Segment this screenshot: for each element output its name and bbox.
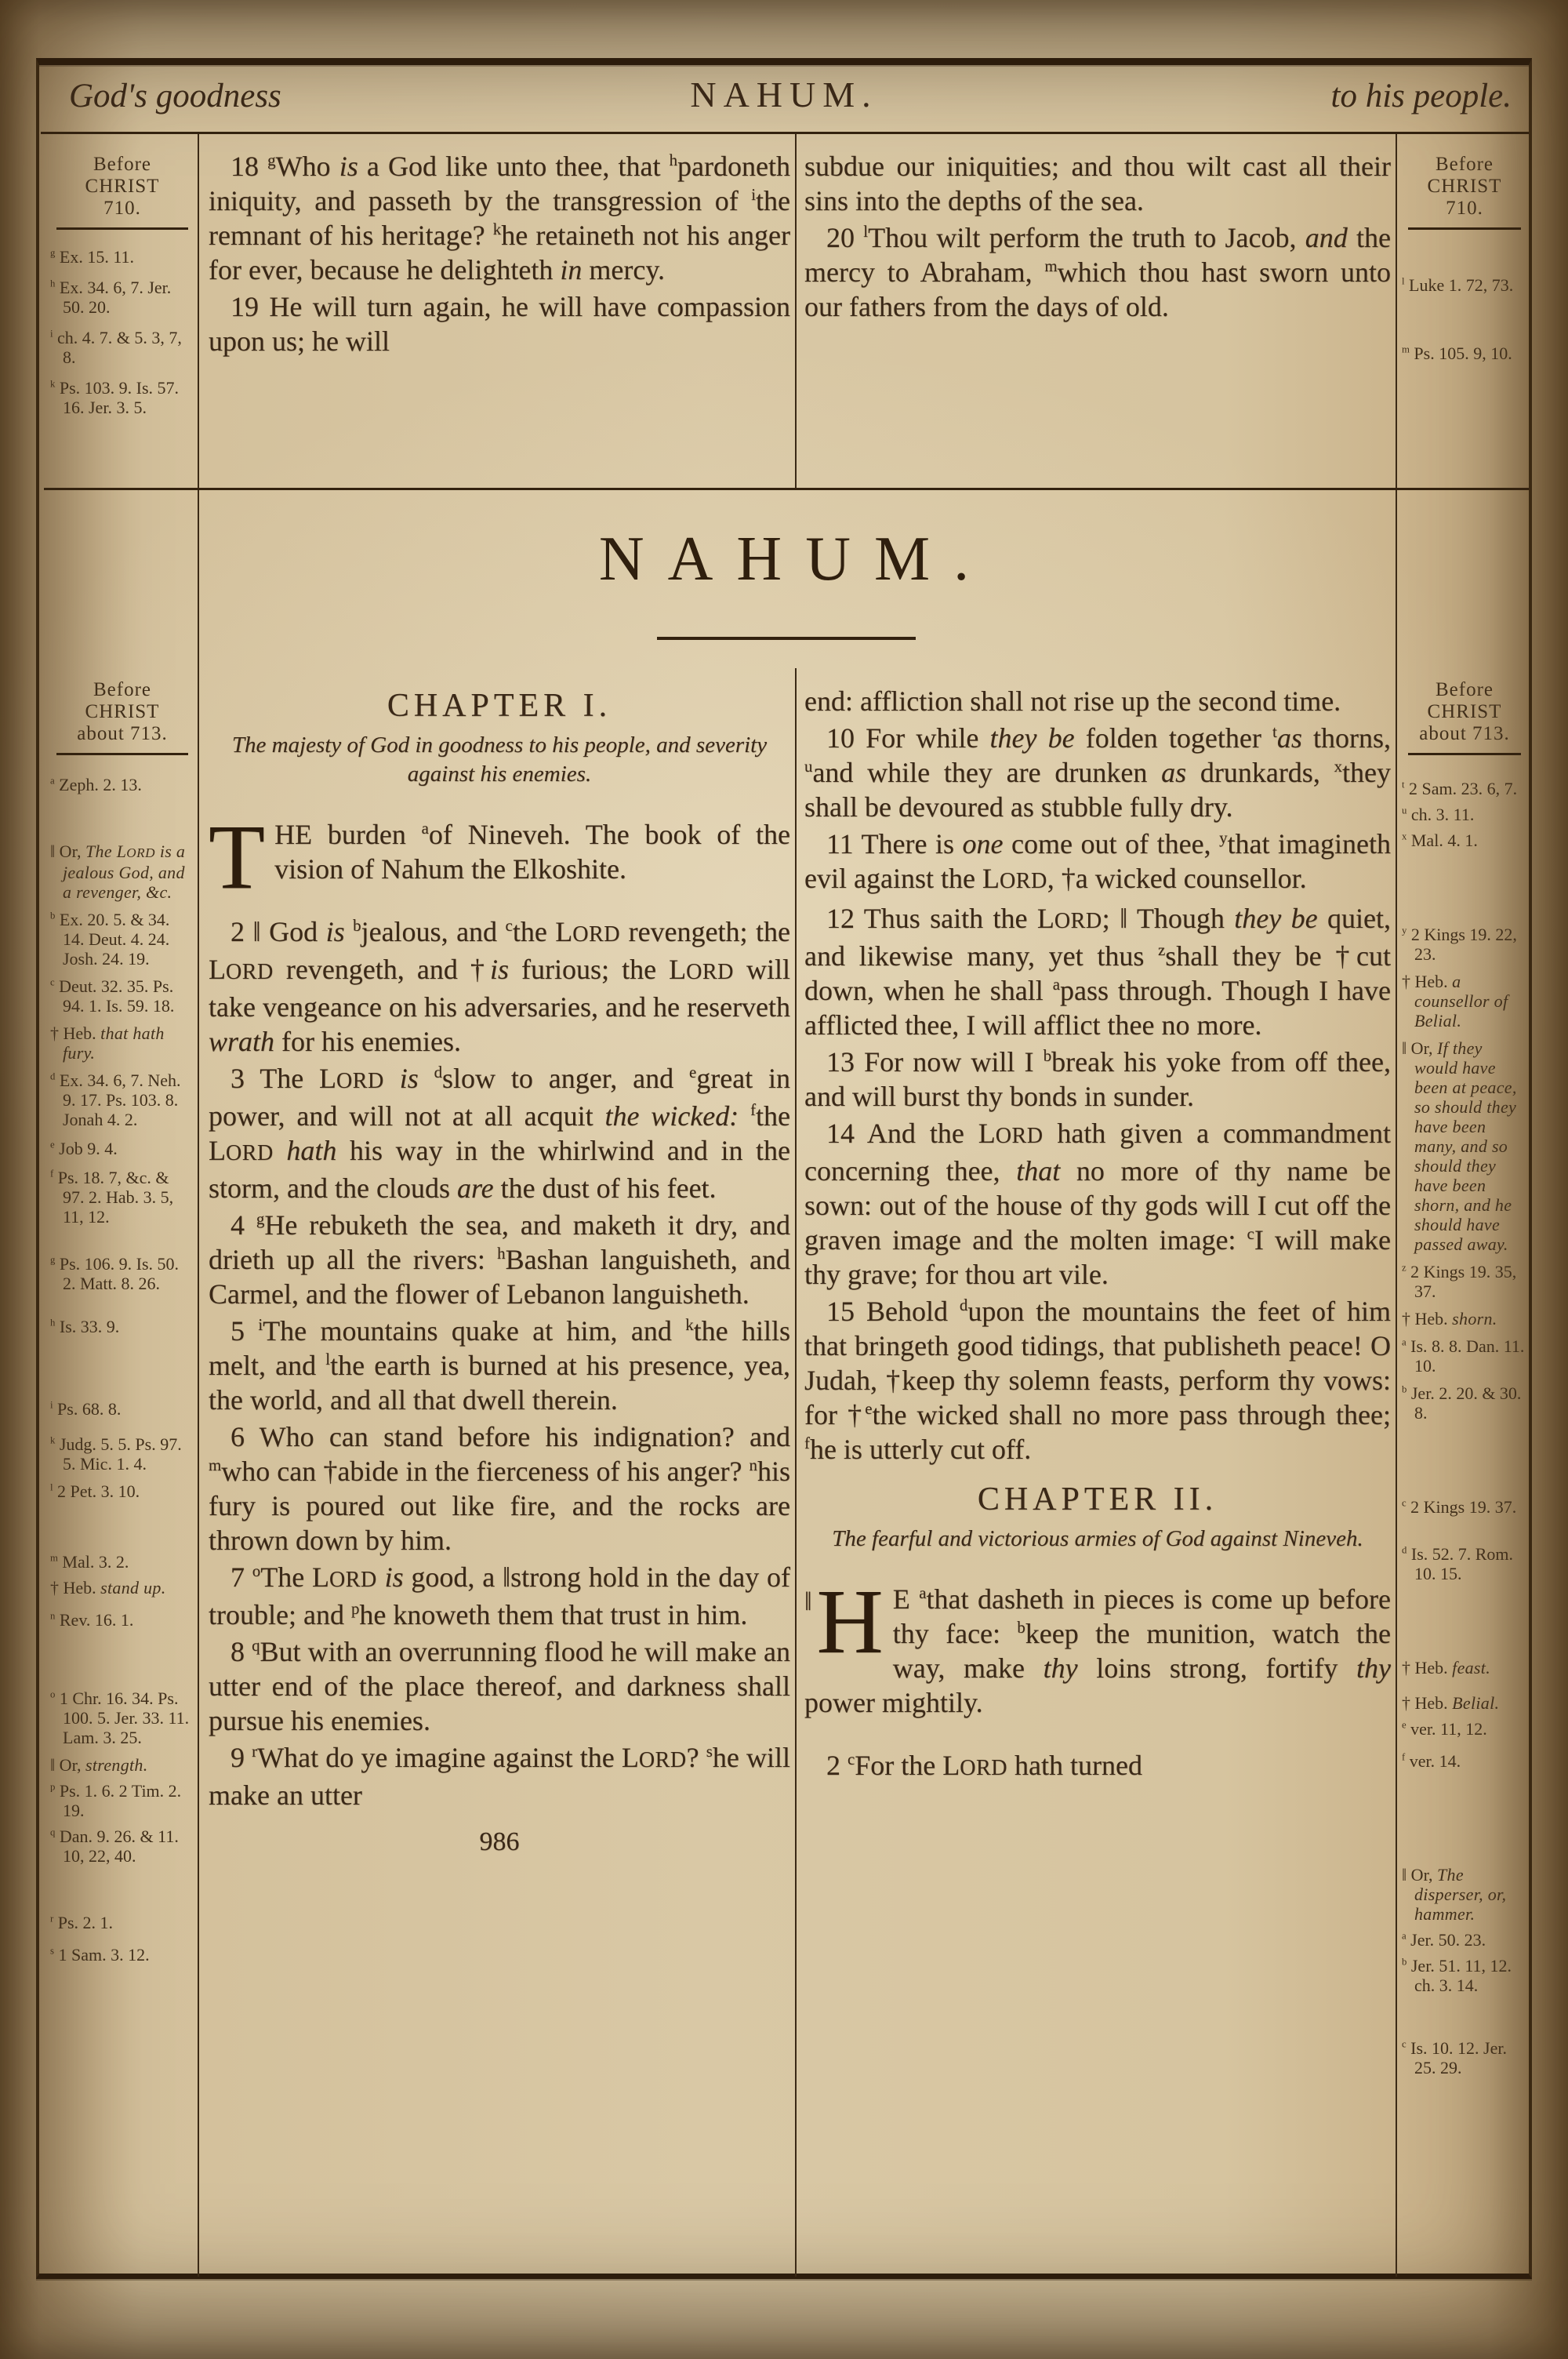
verse-paragraph: 14 And the LORD hath given a commandment concerning thee, that no more of thy name be sown: out of the house of thy gods will I cut off the graven image and the molten image: $^c$I will make thy grave; for thou art vile.	[804, 1118, 1392, 1290]
margin-reference: $^n$ Rev. 16. 1.	[50, 1610, 134, 1630]
drop-cap: T	[209, 805, 266, 908]
before-christ-heading: Before CHRIST about 713.	[1419, 679, 1510, 744]
before-christ-heading: Before CHRIST about 713.	[77, 679, 168, 744]
vertical-rule	[1396, 134, 1397, 2277]
micah-right-margin	[1402, 154, 1527, 363]
verse-paragraph	[804, 1570, 1391, 1720]
margin-reference: $^t$ 2 Sam. 23. 6, 7.	[1402, 779, 1518, 798]
margin-reference: † Heb. stand up.	[50, 1578, 166, 1598]
verse-paragraph: end: affliction shall not rise up the second time.	[804, 685, 1341, 717]
margin-reference: $^q$ Dan. 9. 26. & 11. 10, 22, 40.	[50, 1826, 179, 1866]
section-rule	[44, 488, 1529, 490]
margin-reference: $^h$ Ex. 34. 6, 7. Jer. 50. 20.	[50, 278, 172, 317]
verse-paragraph: 7 $^o$The LORD is good, a ‖strong hold in the day of trouble; and $^p$he knoweth them that trust in him.	[209, 1561, 790, 1630]
verse-paragraph	[209, 805, 790, 908]
margin-rule	[56, 753, 188, 755]
head-rule	[41, 132, 1529, 134]
verse-paragraph: 12 Thus saith the LORD; ‖ Though they be quiet, and likewise many, yet thus $^z$shall they be †cut down, when he shall $^a$pass through. Though I have afflicted thee, I will afflict thee no more.	[804, 903, 1391, 1041]
margin-reference: $^b$ Ex. 20. 5. & 34. 14. Deut. 4. 24. Josh. 24. 19.	[50, 910, 170, 969]
margin-reference: ‖ Or, The disperser, or, hammer.	[1402, 1865, 1507, 1924]
verse-paragraph: 9 $^r$What do ye imagine against the LORD? $^s$he will make an utter	[209, 1742, 791, 1811]
margin-reference: † Heb. that hath fury.	[50, 1023, 165, 1063]
margin-reference: $^c$ Is. 10. 12. Jer. 25. 29.	[1402, 2038, 1507, 2077]
verse-paragraph: 19 He will turn again, he will have compassion upon us; he will	[209, 291, 790, 357]
micah-left-margin	[50, 154, 194, 417]
margin-reference: $^e$ Job 9. 4.	[50, 1139, 118, 1158]
margin-reference: $^l$ Luke 1. 72, 73.	[1402, 275, 1514, 295]
chapter1-right-margin	[1402, 679, 1527, 2077]
chapter1-left-margin	[50, 679, 194, 1965]
margin-reference: $^y$ 2 Kings 19. 22, 23.	[1402, 925, 1517, 964]
margin-reference: $^l$ 2 Pet. 3. 10.	[50, 1481, 140, 1501]
margin-reference: $^p$ Ps. 1. 6. 2 Tim. 2. 19.	[50, 1781, 182, 1820]
title-rule	[657, 637, 916, 640]
micah-left-column	[209, 149, 790, 361]
running-head-title: NAHUM.	[690, 75, 878, 114]
margin-reference: $^a$ Jer. 50. 23.	[1402, 1930, 1486, 1950]
margin-reference: $^c$ Deut. 32. 35. Ps. 94. 1. Is. 59. 18.	[50, 976, 175, 1016]
chapter-heading: CHAPTER II.	[977, 1481, 1218, 1518]
margin-reference: $^h$ Is. 33. 9.	[50, 1317, 120, 1336]
running-head	[47, 74, 1521, 124]
margin-reference: $^r$ Ps. 2. 1.	[50, 1913, 114, 1932]
margin-reference: $^a$ Is. 8. 8. Dan. 11. 10.	[1402, 1336, 1525, 1376]
margin-reference: $^z$ 2 Kings 19. 35, 37.	[1402, 1262, 1517, 1301]
running-head-left: God's goodness	[69, 78, 281, 114]
margin-reference: ‖ Or, strength.	[50, 1755, 148, 1775]
vertical-rule	[795, 668, 797, 2277]
verse-paragraph: 20 $^l$Thou wilt perform the truth to Jacob, and the mercy to Abraham, $^m$which thou hast sworn unto our fathers from the days of old.	[804, 222, 1392, 322]
margin-reference: † Heb. a counsellor of Belial.	[1402, 972, 1508, 1030]
verse-text: E $^a$that dasheth in pieces is come up before thy face: $^b$keep the munition, watch the way, make thy loins strong, fortify thy power mightily.	[804, 1583, 1391, 1718]
margin-reference: † Heb. feast.	[1402, 1658, 1491, 1677]
before-christ-heading: Before CHRIST 710.	[85, 154, 160, 219]
margin-rule	[1408, 753, 1521, 755]
running-head-right: to his people.	[1330, 78, 1512, 114]
verse-paragraph: 3 The LORD is $^d$slow to anger, and $^e$great in power, and will not at all acquit the wicked: $^f$the LORD hath his way in the whirlwind and in the storm, and the clouds are the dust of his feet.	[209, 1063, 791, 1204]
margin-reference: † Heb. Belial.	[1402, 1693, 1500, 1713]
margin-reference: $^f$ Ps. 18. 7, &c. & 97. 2. Hab. 3. 5, 11, 12.	[50, 1168, 174, 1227]
margin-reference: $^f$ ver. 14.	[1402, 1751, 1461, 1771]
before-christ-heading: Before CHRIST 710.	[1427, 154, 1502, 219]
margin-rule	[56, 227, 188, 230]
verse-paragraph: 8 $^q$But with an overrunning flood he will make an utter end of the place thereof, and darkness shall pursue his enemies.	[209, 1636, 790, 1736]
verse-paragraph: 15 Behold $^d$upon the mountains the feet of him that bringeth good tidings, that publisheth peace! O Judah, †keep thy solemn feasts, perform thy vows: for †$^e$the wicked shall no more pass through thee; $^f$he is utterly cut off.	[804, 1296, 1391, 1465]
verse-paragraph: 5 $^i$The mountains quake at him, and $^k$the hills melt, and $^l$the earth is burned at his presence, yea, the world, and all that dwell therein.	[209, 1315, 790, 1416]
margin-reference: † Heb. shorn.	[1402, 1309, 1497, 1329]
margin-reference: $^m$ Ps. 105. 9, 10.	[1402, 343, 1512, 363]
or-mark: ‖	[804, 1587, 812, 1616]
verse-paragraph: 11 There is one come out of thee, $^y$that imagineth evil against the LORD, †a wicked counsellor.	[804, 828, 1391, 894]
margin-reference: $^b$ Jer. 51. 11, 12. ch. 3. 14.	[1402, 1956, 1512, 1995]
margin-reference: $^g$ Ps. 106. 9. Is. 50. 2. Matt. 8. 26.	[50, 1254, 180, 1293]
vertical-rule	[795, 134, 797, 488]
verse-paragraph: 2 ‖ God is $^b$jealous, and $^c$the LORD revengeth; the LORD revengeth, and †is furious; the LORD will take vengeance on his adversaries, and he reserveth wrath for his enemies.	[209, 916, 791, 1057]
margin-reference: $^b$ Jer. 2. 20. & 30. 8.	[1402, 1383, 1522, 1423]
margin-reference: $^i$ ch. 4. 7. & 5. 3, 7, 8.	[50, 328, 182, 367]
margin-reference: $^c$ 2 Kings 19. 37.	[1402, 1497, 1517, 1517]
drop-cap: H	[816, 1570, 884, 1673]
margin-reference: $^u$ ch. 3. 11.	[1402, 805, 1475, 824]
margin-reference: $^k$ Judg. 5. 5. Ps. 97. 5. Mic. 1. 4.	[50, 1434, 182, 1474]
margin-reference: $^x$ Mal. 4. 1.	[1402, 831, 1478, 850]
page-number: 986	[479, 1827, 520, 1856]
verse-paragraph: 10 For while they be folden together $^t$as thorns, $^u$and while they are drunken as drunkards, $^x$they shall be devoured as stubble fully dry.	[804, 722, 1392, 823]
margin-reference: ‖ Or, If they would have been at peace, so should they have been many, and so should they have been shorn, and he should have passed away.	[1402, 1038, 1517, 1254]
margin-reference: $^a$ Zeph. 2. 13.	[50, 775, 142, 794]
verse-paragraph: subdue our iniquities; and thou wilt cast all their sins into the depths of the sea.	[804, 151, 1391, 216]
margin-reference: $^d$ Is. 52. 7. Rom. 10. 15.	[1402, 1544, 1514, 1583]
margin-reference: $^m$ Mal. 3. 2.	[50, 1552, 129, 1572]
chapter-heading: CHAPTER I.	[387, 688, 612, 724]
margin-reference: $^d$ Ex. 34. 6, 7. Neh. 9. 17. Ps. 103. 8. Jonah 4. 2.	[50, 1070, 181, 1129]
chapter1-left-column	[209, 684, 790, 1859]
margin-reference: $^s$ 1 Sam. 3. 12.	[50, 1945, 150, 1965]
book-title: NAHUM.	[598, 525, 993, 594]
verse-paragraph: 2 $^c$For the LORD hath turned	[826, 1750, 1142, 1781]
margin-reference: $^i$ Ps. 68. 8.	[50, 1399, 122, 1419]
verse-text: HE burden $^a$of Nineveh. The book of the vision of Nahum the Elkoshite.	[274, 819, 790, 885]
micah-right-column	[804, 149, 1391, 326]
margin-reference: $^g$ Ex. 15. 11.	[50, 247, 134, 267]
verse-paragraph: 6 Who can stand before his indignation? and $^m$who can †abide in the fierceness of his anger? $^n$his fury is poured out like fire, and the rocks are thrown down by him.	[209, 1421, 790, 1556]
margin-reference: ‖ Or, The LORD is a jealous God, and a revenger, &c.	[50, 841, 186, 902]
chapter-summary: The majesty of God in goodness to his people, and severity against his enemies.	[231, 732, 768, 787]
chapter-summary: The fearful and victorious armies of God against Nineveh.	[832, 1526, 1363, 1551]
verse-paragraph: 13 For now will I $^b$break his yoke from off thee, and will burst thy bonds in sunder.	[804, 1046, 1392, 1112]
verse-paragraph: 18 $^g$Who is a God like unto thee, that $^h$pardoneth iniquity, and passeth by the transgression of $^i$the remnant of his heritage? $^k$he retaineth not his anger for ever, because he delighteth in mercy.	[209, 151, 790, 285]
margin-reference: $^o$ 1 Chr. 16. 34. Ps. 100. 5. Jer. 33. 11. Lam. 3. 25.	[50, 1688, 190, 1747]
margin-reference: $^k$ Ps. 103. 9. Is. 57. 16. Jer. 3. 5.	[50, 378, 180, 417]
chapter1-right-column	[804, 684, 1391, 1788]
vertical-rule	[198, 134, 199, 2277]
margin-reference: $^e$ ver. 11, 12.	[1402, 1719, 1487, 1739]
verse-paragraph: 4 $^g$He rebuketh the sea, and maketh it dry, and drieth up all the rivers: $^h$Bashan languisheth, and Carmel, and the flower of Lebanon languisheth.	[209, 1209, 790, 1310]
margin-rule	[1408, 227, 1521, 230]
